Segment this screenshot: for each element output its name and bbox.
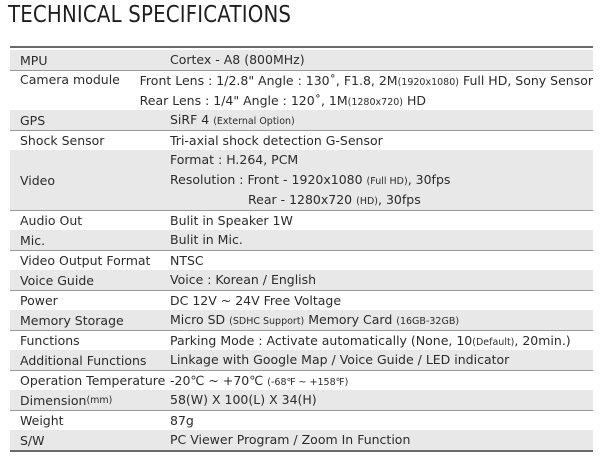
spec-label: Video Output Format	[20, 253, 151, 268]
spec-row-shock-sensor	[10, 130, 593, 150]
spec-value: DC 12V ~ 24V Free Voltage	[170, 292, 342, 308]
spec-row-gps	[10, 110, 593, 130]
spec-row-voice-guide	[10, 270, 593, 290]
spec-value: Tri-axial shock detection G-Sensor	[170, 132, 383, 148]
spec-value: Parking Mode : Activate automatically (None, 10(Default), 20min.)	[170, 332, 571, 348]
spec-label: Video	[20, 172, 56, 188]
spec-value-resolution-front: Resolution : Front - 1920x1080 (Full HD), 30fps	[170, 172, 451, 187]
bottom-rule	[10, 450, 593, 452]
spec-value-front-lens: Front Lens : 1/2.8" Angle : 130˚, F1.8, 2M(1920x1080) Full HD, Sony Sensor	[139, 72, 593, 88]
spec-row-functions	[10, 330, 593, 350]
spec-value: 58(W) X 100(L) X 34(H)	[170, 392, 317, 407]
spec-label: Mic.	[20, 232, 46, 248]
spec-row-video-output	[10, 250, 593, 270]
spec-label: Audio Out	[20, 213, 83, 228]
spec-value: Bulit in Mic.	[170, 232, 243, 247]
spec-row-dimension	[10, 390, 593, 410]
spec-row-weight	[10, 410, 593, 430]
spec-label: Weight	[20, 413, 64, 428]
spec-value: -20℃ ~ +70℃ (-68℉ ~ +158℉)	[170, 372, 349, 388]
spec-label: Operation Temperature	[20, 373, 166, 388]
spec-row-camera	[10, 70, 593, 110]
spec-label: Power	[20, 293, 58, 308]
spec-label: Dimension (mm)	[20, 392, 113, 408]
spec-row-mic	[10, 230, 593, 250]
spec-label: Functions	[20, 333, 80, 348]
spec-label: GPS	[20, 112, 46, 128]
spec-row-additional-functions	[10, 350, 593, 370]
spec-row-power	[10, 290, 593, 310]
spec-row-operation-temperature	[10, 370, 593, 390]
spec-row-mpu	[10, 50, 593, 70]
spec-label: Voice Guide	[20, 272, 94, 288]
spec-value: 87g	[170, 412, 194, 428]
spec-value: Micro SD (SDHC Support) Memory Card (16GB-32GB)	[170, 312, 460, 327]
spec-value: NTSC	[170, 252, 204, 268]
spec-label: Camera module	[20, 72, 120, 87]
spec-value: Voice : Korean / English	[170, 272, 317, 287]
spec-value-rear-lens: Rear Lens : 1/4" Angle : 120˚, 1M(1280x720) HD	[139, 92, 426, 108]
spec-label: MPU	[20, 52, 48, 68]
spec-row-audio-out	[10, 210, 593, 230]
spec-value: Cortex - A8 (800MHz)	[170, 52, 305, 67]
spec-value: Bulit in Speaker 1W	[170, 212, 293, 228]
spec-label: Additional Functions	[20, 352, 147, 368]
page-title: TECHNICAL SPECIFICATIONS	[8, 2, 292, 28]
spec-value-format: Format : H.264, PCM	[170, 152, 299, 167]
top-rule	[10, 46, 593, 48]
spec-label: Memory Storage	[20, 312, 124, 328]
spec-row-sw	[10, 430, 593, 450]
spec-label: S/W	[20, 432, 45, 448]
spec-value: PC Viewer Program / Zoom In Function	[170, 432, 411, 447]
spec-value: Linkage with Google Map / Voice Guide / LED indicator	[170, 352, 510, 367]
spec-label: Shock Sensor	[20, 133, 105, 148]
spec-value: SiRF 4 (External Option)	[170, 112, 295, 127]
spec-row-video	[10, 150, 593, 210]
spec-value-resolution-rear: Rear - 1280x720 (HD), 30fps	[248, 192, 421, 207]
spec-row-memory-storage	[10, 310, 593, 330]
